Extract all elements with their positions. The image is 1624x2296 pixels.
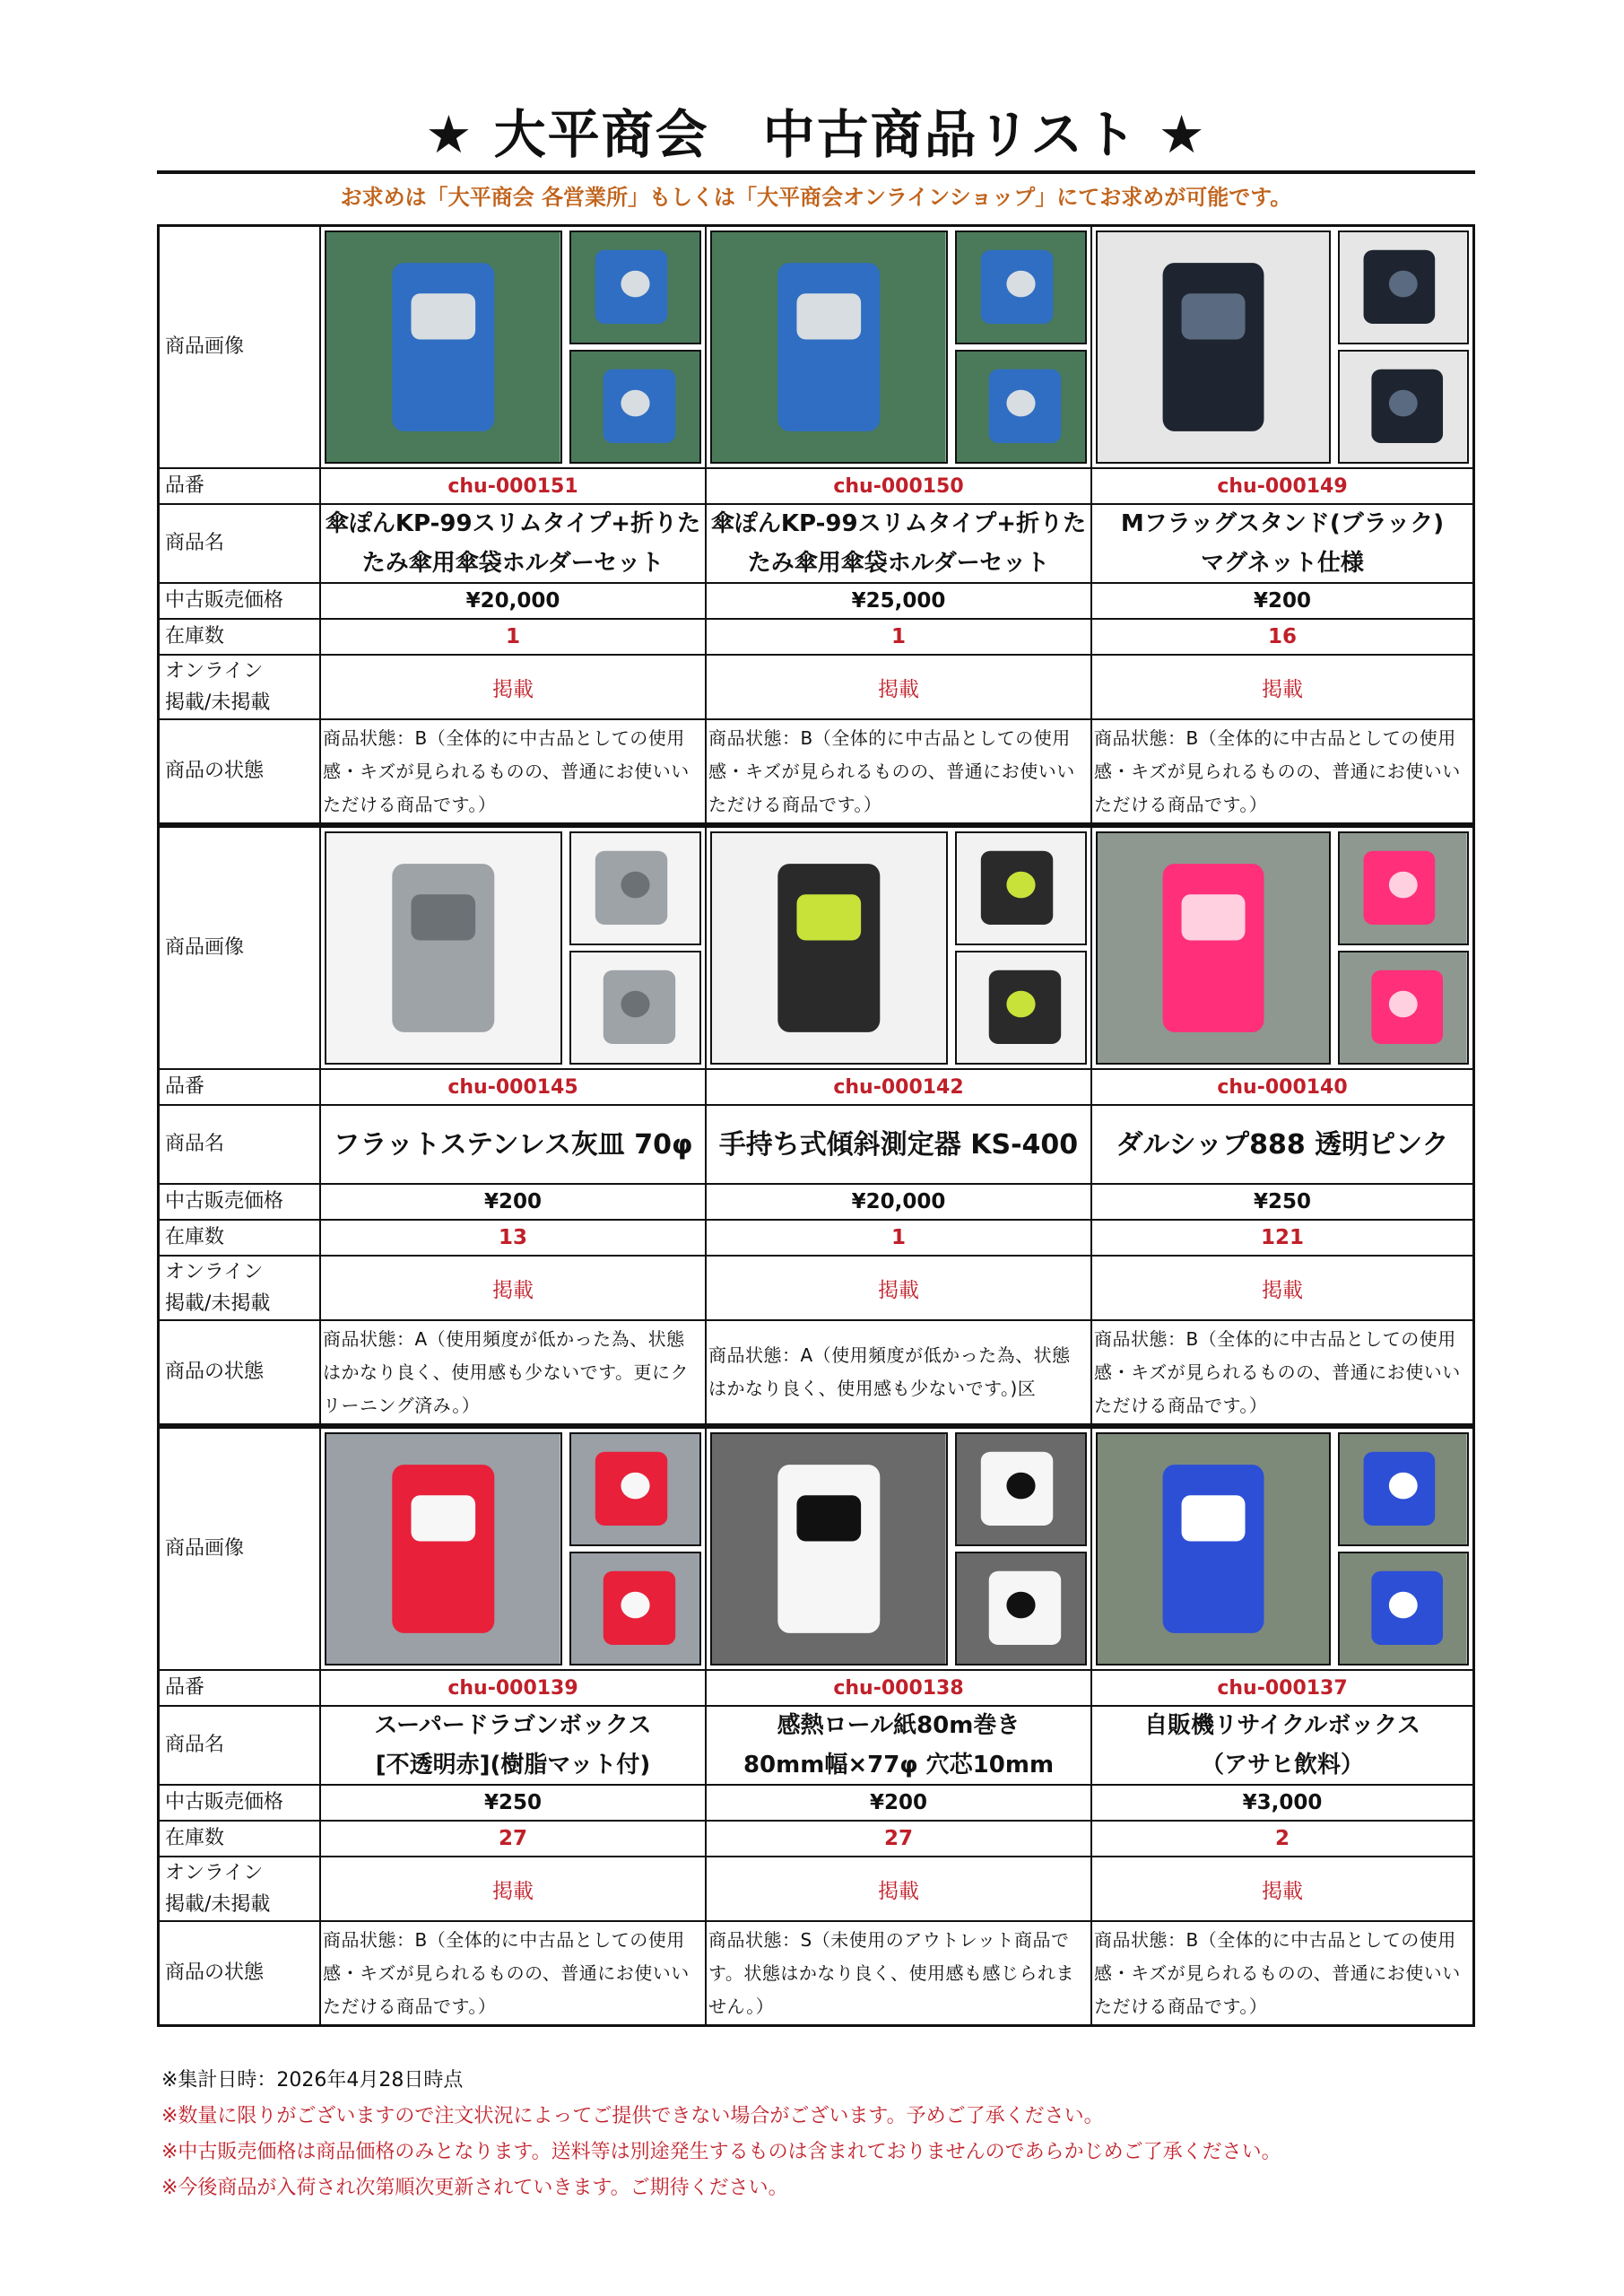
- label-online-line1: オンライン: [165, 659, 264, 683]
- row-stock: [160, 620, 1472, 656]
- product-image: [1090, 828, 1472, 1068]
- main-photo: [325, 1432, 562, 1665]
- thumb-photo: [1338, 350, 1469, 464]
- row-image: [160, 828, 1472, 1070]
- row-label-stock: 在庫数: [165, 1226, 225, 1249]
- row-image: [160, 227, 1472, 469]
- product-name-line1: Mフラッグスタンド(ブラック): [1120, 509, 1445, 537]
- product-condition: 商品状態：B（全体的に中古品としての使用感・キズが見られるものの、普通にお使いいただける商品です。）: [1090, 1922, 1472, 2024]
- product-image: [319, 828, 705, 1068]
- title-divider: [157, 170, 1475, 174]
- main-photo: [710, 1432, 948, 1665]
- product-name: [1090, 1106, 1472, 1183]
- product-price: ¥200: [705, 1786, 1090, 1820]
- row-label-name: 商品名: [165, 1133, 225, 1156]
- thumb-photo: [569, 350, 701, 464]
- note-date: ※集計日時：2026年4月28日時点: [161, 2069, 464, 2092]
- product-block: [157, 1426, 1475, 2027]
- label-online-line1: オンライン: [165, 1861, 264, 1884]
- thumb-photo: [569, 1552, 701, 1665]
- row-code: [160, 1070, 1472, 1106]
- main-photo: [710, 230, 948, 464]
- product-condition: 商品状態：S（未使用のアウトレット商品です。状態はかなり良く、使用感も感じられません。）: [705, 1922, 1090, 2024]
- product-name: [319, 1106, 705, 1183]
- product-stock: 16: [1090, 620, 1472, 654]
- product-name-line2: （アサヒ飲料）: [1200, 1752, 1364, 1779]
- main-photo: [710, 831, 948, 1065]
- product-stock: 1: [705, 1221, 1090, 1255]
- product-image: [705, 227, 1090, 467]
- product-code: chu-000139: [319, 1671, 705, 1705]
- product-photo: [710, 1432, 1087, 1665]
- product-online-status: 掲載: [705, 1257, 1090, 1319]
- product-code: chu-000138: [705, 1671, 1090, 1705]
- product-image: [705, 1429, 1090, 1669]
- row-label-price: 中古販売価格: [165, 1791, 284, 1814]
- product-photo: [710, 831, 1087, 1065]
- row-online: [160, 656, 1472, 720]
- product-stock: 2: [1090, 1822, 1472, 1856]
- page-title: ★ 大平商会 中古商品リスト ★: [425, 104, 1207, 165]
- row-label-name: 商品名: [165, 532, 225, 555]
- row-label-online: [160, 656, 319, 718]
- row-label-code: 品番: [165, 1676, 205, 1700]
- main-photo: [1096, 1432, 1331, 1665]
- thumb-photo: [569, 230, 701, 344]
- product-online-status: 掲載: [1090, 1257, 1472, 1319]
- product-stock: 27: [705, 1822, 1090, 1856]
- row-label-price: 中古販売価格: [165, 589, 284, 613]
- product-online-status: 掲載: [1090, 1857, 1472, 1920]
- product-price: ¥200: [319, 1185, 705, 1219]
- row-label-image: 商品画像: [165, 1537, 245, 1561]
- row-label-condition: 商品の状態: [165, 760, 265, 783]
- product-name: [319, 1707, 705, 1784]
- thumb-photo: [1338, 1432, 1469, 1546]
- product-code: chu-000151: [319, 469, 705, 503]
- label-online-line1: オンライン: [165, 1260, 264, 1283]
- product-price: ¥20,000: [705, 1185, 1090, 1219]
- thumb-photo: [569, 831, 701, 945]
- row-price: [160, 584, 1472, 620]
- product-photo: [710, 230, 1087, 464]
- row-label-code: 品番: [165, 474, 205, 498]
- row-label-condition: 商品の状態: [165, 1361, 265, 1384]
- row-condition: [160, 1321, 1472, 1423]
- thumb-photo: [1338, 1552, 1469, 1665]
- product-name-line1: 傘ぽんKP-99スリムタイプ+折りた: [325, 509, 701, 537]
- product-stock: 1: [705, 620, 1090, 654]
- product-name-line2: 80mm幅×77φ 穴芯10mm: [743, 1752, 1055, 1779]
- product-price: ¥200: [1090, 584, 1472, 618]
- main-photo: [1096, 230, 1331, 464]
- row-price: [160, 1185, 1472, 1221]
- main-photo: [1096, 831, 1331, 1065]
- product-code: chu-000140: [1090, 1070, 1472, 1104]
- product-online-status: 掲載: [1090, 656, 1472, 718]
- product-stock: 13: [319, 1221, 705, 1255]
- thumb-photo: [1338, 831, 1469, 945]
- note-updates: ※今後商品が入荷され次第順次更新されていきます。ご期待ください。: [161, 2177, 788, 2199]
- row-label-name: 商品名: [165, 1734, 225, 1757]
- row-label-stock: 在庫数: [165, 1827, 225, 1850]
- row-online: [160, 1257, 1472, 1321]
- product-name: [705, 1106, 1090, 1183]
- product-photo: [325, 230, 701, 464]
- product-image: [705, 828, 1090, 1068]
- main-photo: [325, 831, 562, 1065]
- product-name: [319, 505, 705, 582]
- product-image: [1090, 1429, 1472, 1669]
- row-image: [160, 1429, 1472, 1671]
- product-online-status: 掲載: [705, 656, 1090, 718]
- product-price: ¥250: [1090, 1185, 1472, 1219]
- product-condition: 商品状態：B（全体的に中古品としての使用感・キズが見られるものの、普通にお使いいただける商品です。）: [705, 720, 1090, 822]
- product-name-line2: たみ傘用傘袋ホルダーセット: [747, 550, 1050, 577]
- page-subtitle: お求めは「大平商会 各営業所」もしくは「大平商会オンラインショップ」にてお求めが可能です。: [340, 185, 1292, 210]
- product-online-status: 掲載: [319, 1257, 705, 1319]
- row-price: [160, 1786, 1472, 1822]
- product-online-status: 掲載: [319, 1857, 705, 1920]
- row-code: [160, 1671, 1472, 1707]
- row-name: [160, 1106, 1472, 1185]
- product-condition: 商品状態：B（全体的に中古品としての使用感・キズが見られるものの、普通にお使いいただける商品です。）: [319, 1922, 705, 2024]
- product-photo: [1096, 230, 1469, 464]
- product-stock: 121: [1090, 1221, 1472, 1255]
- product-price: ¥3,000: [1090, 1786, 1472, 1820]
- product-name-line1: 手持ち式傾斜測定器 KS-400: [718, 1128, 1079, 1161]
- note-quantity: ※数量に限りがございますので注文状況によってご提供できない場合がございます。予めご了承ください。: [161, 2105, 1104, 2127]
- product-name-line1: 自販機リサイクルボックス: [1143, 1711, 1421, 1739]
- row-code: [160, 469, 1472, 505]
- row-condition: [160, 720, 1472, 822]
- product-name-line1: 感熱ロール紙80m巻き: [777, 1711, 1020, 1739]
- note-shipping: ※中古販売価格は商品価格のみとなります。送料等は別途発生するものは含まれておりませんのであらかじめご了承ください。: [161, 2141, 1281, 2163]
- row-condition: [160, 1922, 1472, 2024]
- product-condition: 商品状態：A（使用頻度が低かった為、状態はかなり良く、使用感も少ないです。更にクリーニング済み。）: [319, 1321, 705, 1423]
- row-label-image: 商品画像: [165, 936, 245, 960]
- thumb-photo: [955, 230, 1087, 344]
- product-online-status: 掲載: [705, 1857, 1090, 1920]
- product-condition: 商品状態：A（使用頻度が低かった為、状態はかなり良く、使用感も少ないです。)区: [705, 1321, 1090, 1423]
- product-name: [705, 1707, 1090, 1784]
- product-name-line1: 傘ぽんKP-99スリムタイプ+折りた: [710, 509, 1087, 537]
- row-stock: [160, 1221, 1472, 1257]
- product-block: [157, 825, 1475, 1426]
- label-online-line2: 掲載/未掲載: [165, 1893, 271, 1916]
- product-photo: [1096, 1432, 1469, 1665]
- product-image: [319, 1429, 705, 1669]
- product-photo: [325, 831, 701, 1065]
- label-online-line2: 掲載/未掲載: [165, 691, 271, 714]
- row-stock: [160, 1822, 1472, 1857]
- product-name-line1: ダルシップ888 透明ピンク: [1116, 1128, 1449, 1161]
- row-label-stock: 在庫数: [165, 625, 225, 648]
- product-price: ¥20,000: [319, 584, 705, 618]
- thumb-photo: [955, 831, 1087, 945]
- product-condition: 商品状態：B（全体的に中古品としての使用感・キズが見られるものの、普通にお使いいただける商品です。）: [1090, 1321, 1472, 1423]
- row-label-code: 品番: [165, 1075, 205, 1099]
- product-code: chu-000137: [1090, 1671, 1472, 1705]
- footnotes: [161, 2063, 1462, 2206]
- product-condition: 商品状態：B（全体的に中古品としての使用感・キズが見られるものの、普通にお使いいただける商品です。）: [319, 720, 705, 822]
- product-name: [705, 505, 1090, 582]
- product-name-line1: フラットステンレス灰皿 70φ: [333, 1128, 693, 1161]
- product-name: [1090, 1707, 1472, 1784]
- product-name-line2: [不透明赤](樹脂マット付): [375, 1752, 651, 1779]
- thumb-photo: [569, 951, 701, 1065]
- product-image: [1090, 227, 1472, 467]
- product-stock: 1: [319, 620, 705, 654]
- thumb-photo: [569, 1432, 701, 1546]
- row-label-price: 中古販売価格: [165, 1190, 284, 1213]
- product-online-status: 掲載: [319, 656, 705, 718]
- product-name-line1: スーパードラゴンボックス: [374, 1711, 652, 1739]
- product-image: [319, 227, 705, 467]
- product-code: chu-000145: [319, 1070, 705, 1104]
- thumb-photo: [1338, 230, 1469, 344]
- row-label-online: [160, 1257, 319, 1319]
- main-photo: [325, 230, 562, 464]
- product-stock: 27: [319, 1822, 705, 1856]
- thumb-photo: [955, 1432, 1087, 1546]
- label-online-line2: 掲載/未掲載: [165, 1292, 271, 1315]
- thumb-photo: [955, 951, 1087, 1065]
- thumb-photo: [1338, 951, 1469, 1065]
- product-name: [1090, 505, 1472, 582]
- product-code: chu-000149: [1090, 469, 1472, 503]
- product-price: ¥250: [319, 1786, 705, 1820]
- product-name-line2: マグネット仕様: [1201, 550, 1364, 577]
- thumb-photo: [955, 1552, 1087, 1665]
- row-label-online: [160, 1857, 319, 1920]
- product-name-line2: たみ傘用傘袋ホルダーセット: [361, 550, 664, 577]
- product-price: ¥25,000: [705, 584, 1090, 618]
- row-name: [160, 505, 1472, 584]
- row-name: [160, 1707, 1472, 1786]
- product-photo: [325, 1432, 701, 1665]
- row-online: [160, 1857, 1472, 1922]
- product-block: [157, 224, 1475, 825]
- product-code: chu-000150: [705, 469, 1090, 503]
- product-condition: 商品状態：B（全体的に中古品としての使用感・キズが見られるものの、普通にお使いいただける商品です。）: [1090, 720, 1472, 822]
- thumb-photo: [955, 350, 1087, 464]
- product-code: chu-000142: [705, 1070, 1090, 1104]
- row-label-condition: 商品の状態: [165, 1961, 265, 1985]
- product-photo: [1096, 831, 1469, 1065]
- row-label-image: 商品画像: [165, 335, 245, 359]
